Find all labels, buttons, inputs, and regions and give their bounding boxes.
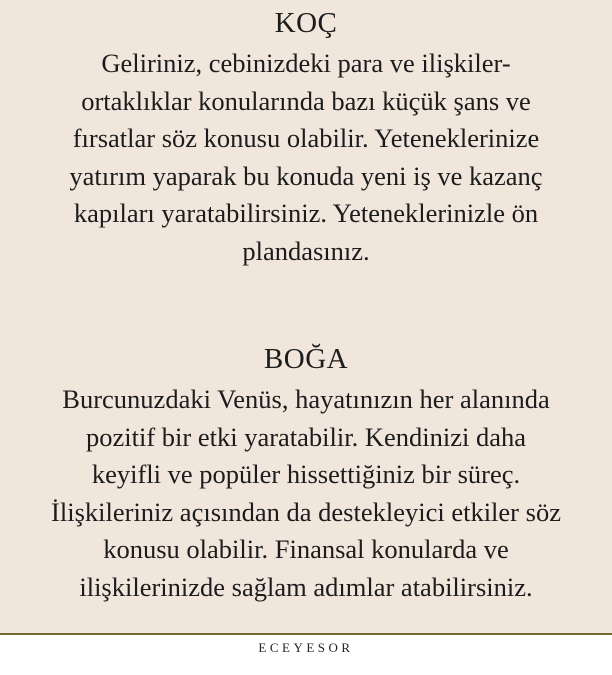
section-boga [0, 344, 612, 607]
section-body-boga [0, 381, 612, 607]
text-line: İlişkileriniz açısından da destekleyici etkiler söz [51, 496, 561, 527]
text-line: konusu olabilir. Finansal konularda ve [103, 534, 509, 565]
text-line: ortaklıklar konularında bazı küçük şans ve [81, 85, 531, 116]
text-line: pozitif bir etki yaratabilir. Kendinizi daha [85, 421, 527, 452]
section-koc [0, 8, 612, 271]
text-line: plandasınız. [242, 235, 370, 266]
section-title-koc: KOÇ [274, 7, 338, 39]
footer-brand: ECEYESOR [258, 640, 354, 655]
text-line: Geliriniz, cebinizdeki para ve ilişkiler- [101, 48, 511, 78]
text-line: Burcunuzdaki Venüs, hayatınızın her alanında [62, 384, 550, 414]
text-line: ilişkilerinizde sağlam adımlar atabilirsiniz. [79, 571, 533, 602]
text-line: kapıları yaratabilirsiniz. Yeteneklerinizle ön [73, 198, 539, 229]
footer [0, 635, 612, 675]
text-line: keyifli ve popüler hissettiğiniz bir süreç. [91, 459, 521, 490]
section-body-koc [0, 45, 612, 271]
text-line: fırsatlar söz konusu olabilir. Yeteneklerinize [72, 123, 540, 154]
text-line: yatırım yaparak bu konuda yeni iş ve kazanç [69, 160, 543, 191]
section-title-boga: BOĞA [263, 343, 349, 375]
